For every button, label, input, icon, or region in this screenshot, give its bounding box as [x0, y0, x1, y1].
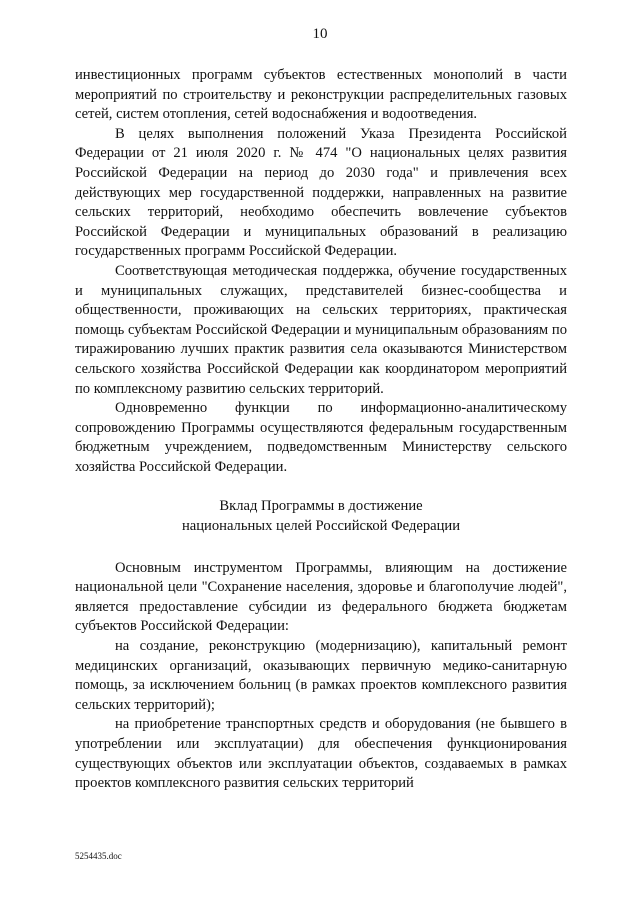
document-body: [75, 66, 567, 794]
section-heading-line: национальных целей Российской Федерации: [181, 518, 461, 535]
paragraph: инвестиционных программ субъектов естественных монополий в части мероприятий по строительству и реконструкции распределительных газовых сетей, систем отопления, сетей водоснабжения и водоотведения.: [75, 67, 567, 123]
section-heading: [75, 497, 567, 536]
paragraph: Соответствующая методическая поддержка, обучение государственных и муниципальных служащих, представителей бизнес-сообщества и общественности, проживающих на сельских территориях, практическая помощь субъектам Российской Федерации и муниципальным образованиям по тиражированию лучших практик развития села оказываются Министерством сельского хозяйства Российской Федерации как координатором мероприятий по комплексному развитию сельских территорий.: [75, 262, 567, 397]
paragraph: на приобретение транспортных средств и оборудования (не бывшего в употреблении или эксплуатации) для обеспечения функционирования существующих объектов или эксплуатации объектов, создаваемых в рамках проектов комплексного развития сельских территорий: [75, 716, 567, 792]
paragraph: Основным инструментом Программы, влияющим на достижение национальной цели "Сохранение населения, здоровье и благополучие людей", является предоставление субсидии из федерального бюджета бюджетам субъектов Российской Федерации:: [75, 559, 567, 635]
file-name-footer: 5254435.doc: [75, 851, 122, 861]
section-heading-line: Вклад Программы в достижение: [219, 498, 423, 515]
paragraph: Одновременно функции по информационно-аналитическому сопровождению Программы осуществляются федеральным государственным бюджетным учреждением, подведомственным Министерству сельского хозяйства Российской Федерации.: [75, 400, 567, 475]
paragraph: на создание, реконструкцию (модернизацию), капитальный ремонт медицинских организаций, оказывающих первичную медико-санитарную помощь, за исключением больниц (в рамках проектов комплексного развития сельских территорий);: [75, 638, 567, 713]
paragraph: В целях выполнения положений Указа Президента Российской Федерации от 21 июля 2020 г. № 474 "О национальных целях развития Российской Федерации на период до 2030 года" и привлечения всех действующих мер государственной поддержки, направленных на развитие сельских территорий, необходимо обеспечить вовлечение субъектов Российской Федерации и муниципальных образований в реализацию государственных программ Российской Федерации.: [75, 125, 567, 260]
page-number: 10: [312, 26, 328, 42]
